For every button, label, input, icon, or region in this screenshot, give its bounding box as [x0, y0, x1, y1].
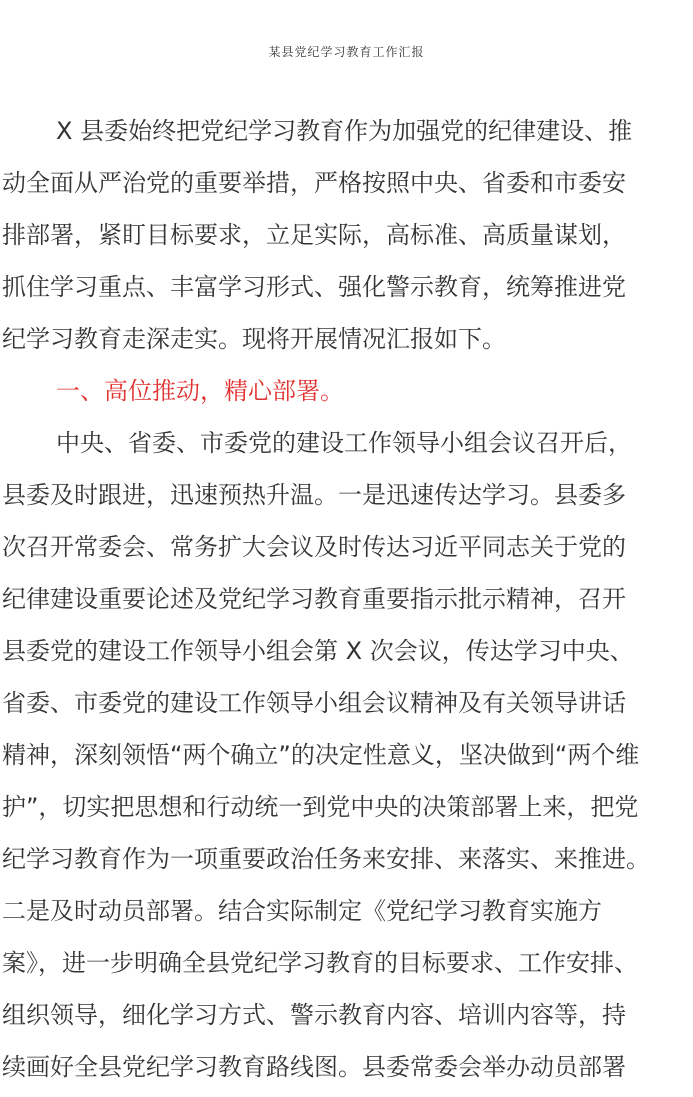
- paragraph-line: 护”，切实把思想和行动统一到党中央的决策部署上来，把党: [2, 793, 639, 821]
- paragraph-line: 案》，进一步明确全县党纪学习教育的目标要求、工作安排、: [2, 949, 638, 977]
- paragraph-line: 精神，深刻领悟“两个确立”的决定性意义，坚决做到“两个维: [2, 741, 640, 769]
- paragraph-line: 纪律建设重要论述及党纪学习教育重要指示批示精神，召开: [2, 585, 626, 613]
- paragraph-line: 组织领导，细化学习方式、警示教育内容、培训内容等，持: [2, 1001, 626, 1029]
- paragraph-line: 抓住学习重点、丰富学习形式、强化警示教育，统筹推进党: [2, 273, 626, 301]
- paragraph-line: 省委、市委党的建设工作领导小组会议精神及有关领导讲话: [2, 689, 626, 717]
- paragraph-line: 纪学习教育走深走实。现将开展情况汇报如下。: [2, 325, 506, 353]
- paragraph-line: X 县委始终把党纪学习教育作为加强党的纪律建设、推: [56, 117, 633, 145]
- paragraph-line: 中央、省委、市委党的建设工作领导小组会议召开后，: [56, 429, 632, 457]
- paragraph-line: 纪学习教育作为一项重要政治任务来安排、来落实、来推进。: [2, 845, 650, 873]
- paragraph-line: 县委党的建设工作领导小组会第 X 次会议，传达学习中央、: [2, 637, 634, 665]
- paragraph-line: 二是及时动员部署。结合实际制定《党纪学习教育实施方: [2, 897, 602, 925]
- paragraph-line: 动全面从严治党的重要举措，严格按照中央、省委和市委安: [2, 169, 626, 197]
- document-title: 某县党纪学习教育工作汇报: [268, 45, 425, 59]
- section-heading: 一、高位推动，精心部署。: [56, 377, 344, 405]
- paragraph-line: 续画好全县党纪学习教育路线图。县委常委会举办动员部署: [2, 1053, 626, 1081]
- paragraph-line: 排部署，紧盯目标要求，立足实际，高标准、高质量谋划，: [2, 221, 626, 249]
- paragraph-line: 县委及时跟进，迅速预热升温。一是迅速传达学习。县委多: [2, 481, 626, 509]
- paragraph-line: 次召开常委会、常务扩大会议及时传达习近平同志关于党的: [2, 533, 626, 561]
